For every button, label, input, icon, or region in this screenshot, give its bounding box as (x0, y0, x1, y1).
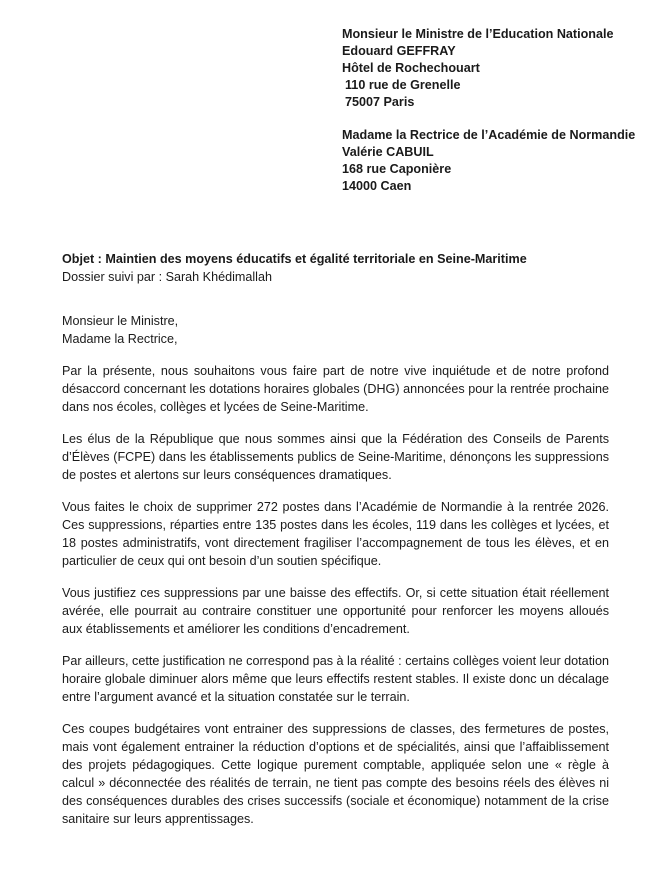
recipient-title: Monsieur le Ministre de l’Education Nationale (342, 27, 614, 41)
paragraph-coupes-budgetaires: Ces coupes budgétaires vont entrainer des suppressions de classes, des fermetures de postes, mais vont également entrainer la réduction d’options et de spécialités, ainsi que l’affaiblissement des projets pédagogiques. Cette logique purement comptable, appliquée selon une « règle à calcul » déconnectée des réalités de terrain, ne tient pas compte des besoins réels des élèves ni des conséquences durables des crises successifs (sociale et économique) notamment de la crise sanitaire sur leurs apprentissages. (62, 722, 609, 826)
recipient-street: 110 rue de Grenelle (345, 78, 461, 92)
paragraph-realite: Par ailleurs, cette justification ne correspond pas à la réalité : certains collèges voient leur dotation horaire globale diminuer alors même que leurs effectifs restent stables. Il existe donc un décalage entre l’argument avancé et la situation constatée sur le terrain. (62, 654, 609, 704)
paragraph-intro: Par la présente, nous souhaitons vous faire part de notre vive inquiétude et de notre profond désaccord concernant les dotations horaires globales (DHG) annoncées pour la rentrée prochaine dans nos écoles, collèges et lycées de Seine-Maritime. (62, 364, 609, 414)
subject-block (62, 250, 609, 286)
recipient-city: 14000 Caen (342, 179, 412, 193)
recipient-city: 75007 Paris (345, 95, 415, 109)
recipient-block-minister (342, 26, 614, 111)
recipient-name: Edouard GEFFRAY (342, 44, 456, 58)
recipient-block-rectrice (342, 127, 635, 195)
recipient-title: Madame la Rectrice de l’Académie de Normandie (342, 128, 636, 142)
subject-line: Objet : Maintien des moyens éducatifs et égalité territoriale en Seine-Maritime (62, 252, 527, 266)
salutation-block (62, 312, 609, 348)
recipient-building: Hôtel de Rochechouart (342, 61, 480, 75)
recipient-name: Valérie CABUIL (342, 145, 434, 159)
paragraph-justification: Vous justifiez ces suppressions par une baisse des effectifs. Or, si cette situation était réellement avérée, elle pourrait au contraire constituer une opportunité pour renforcer les moyens alloués aux établissements et améliorer les conditions d’encadrement. (62, 586, 609, 636)
paragraph-suppressions: Vous faites le choix de supprimer 272 postes dans l’Académie de Normandie à la rentrée 2026. Ces suppressions, réparties entre 135 postes dans les écoles, 119 dans les collèges et lycées, et 18 postes administratifs, vont directement fragiliser l’accompagnement de tous les élèves, et en particulier de ceux qui ont besoin d’un soutien spécifique. (62, 500, 609, 568)
paragraph-elus-fcpe: Les élus de la République que nous sommes ainsi que la Fédération des Conseils de Parents d’Élèves (FCPE) dans les établissements publics de Seine-Maritime, dénonçons les suppressions de postes et alertons sur leurs conséquences dramatiques. (62, 432, 609, 482)
dossier-line: Dossier suivi par : Sarah Khédimallah (62, 270, 272, 284)
salutation-minister: Monsieur le Ministre, (62, 314, 179, 328)
recipient-street: 168 rue Caponière (342, 162, 452, 176)
salutation-rectrice: Madame la Rectrice, (62, 332, 178, 346)
